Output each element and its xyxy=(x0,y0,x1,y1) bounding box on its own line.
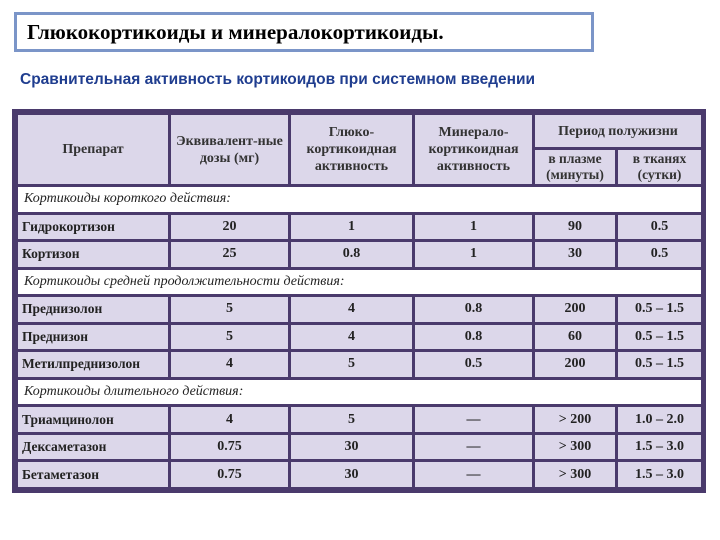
table-row xyxy=(18,215,701,240)
plasma-half-life-cell: > 300 xyxy=(535,462,615,487)
table-row xyxy=(18,462,701,487)
table-row xyxy=(18,407,701,432)
dose-cell: 4 xyxy=(171,352,288,377)
plasma-half-life-cell: > 200 xyxy=(535,407,615,432)
header-gluco: Глюко-кортикоидная активность xyxy=(291,115,412,184)
table-body xyxy=(18,187,701,487)
gluco-cell: 4 xyxy=(291,297,412,322)
drug-name-cell: Кортизон xyxy=(18,242,168,267)
plasma-half-life-cell: 200 xyxy=(535,297,615,322)
gluco-cell: 30 xyxy=(291,462,412,487)
drug-name-cell: Бетаметазон xyxy=(18,462,168,487)
tissue-half-life-cell: 0.5 xyxy=(618,215,701,240)
drug-name-cell: Триамцинолон xyxy=(18,407,168,432)
mineral-cell: — xyxy=(415,407,532,432)
group-row xyxy=(18,380,701,405)
gluco-cell: 5 xyxy=(291,352,412,377)
mineral-cell: 1 xyxy=(415,215,532,240)
tissue-half-life-cell: 0.5 xyxy=(618,242,701,267)
dose-cell: 20 xyxy=(171,215,288,240)
mineral-cell: 1 xyxy=(415,242,532,267)
corticoid-table-frame xyxy=(12,109,706,493)
mineral-cell: 0.8 xyxy=(415,325,532,350)
tissue-half-life-cell: 0.5 – 1.5 xyxy=(618,325,701,350)
corticoid-table xyxy=(15,112,704,490)
header-tissue: в тканях (сутки) xyxy=(618,150,701,184)
table-row xyxy=(18,242,701,267)
group-label: Кортикоиды длительного действия: xyxy=(18,380,701,405)
slide-title-box xyxy=(14,12,594,52)
tissue-half-life-cell: 1.0 – 2.0 xyxy=(618,407,701,432)
header-dose: Эквивалент-ные дозы (мг) xyxy=(171,115,288,184)
group-row xyxy=(18,187,701,212)
plasma-half-life-cell: 200 xyxy=(535,352,615,377)
mineral-cell: 0.5 xyxy=(415,352,532,377)
gluco-cell: 1 xyxy=(291,215,412,240)
mineral-cell: — xyxy=(415,462,532,487)
header-mineral: Минерало-кортикоидная активность xyxy=(415,115,532,184)
table-row xyxy=(18,325,701,350)
header-drug: Препарат xyxy=(18,115,168,184)
slide-subtitle: Сравнительная активность кортикоидов при системном введении xyxy=(20,71,536,88)
gluco-cell: 5 xyxy=(291,407,412,432)
header-plasma: в плазме (минуты) xyxy=(535,150,615,184)
tissue-half-life-cell: 1.5 – 3.0 xyxy=(618,435,701,460)
drug-name-cell: Метилпреднизолон xyxy=(18,352,168,377)
mineral-cell: 0.8 xyxy=(415,297,532,322)
group-label: Кортикоиды короткого действия: xyxy=(18,187,701,212)
plasma-half-life-cell: 90 xyxy=(535,215,615,240)
table-row xyxy=(18,352,701,377)
tissue-half-life-cell: 1.5 – 3.0 xyxy=(618,462,701,487)
tissue-half-life-cell: 0.5 – 1.5 xyxy=(618,352,701,377)
drug-name-cell: Преднизон xyxy=(18,325,168,350)
dose-cell: 5 xyxy=(171,325,288,350)
drug-name-cell: Гидрокортизон xyxy=(18,215,168,240)
table-row xyxy=(18,297,701,322)
slide-title: Глюкокортикоиды и минералокортикоиды. xyxy=(27,19,444,44)
group-row xyxy=(18,270,701,295)
gluco-cell: 4 xyxy=(291,325,412,350)
plasma-half-life-cell: > 300 xyxy=(535,435,615,460)
dose-cell: 0.75 xyxy=(171,462,288,487)
drug-name-cell: Дексаметазон xyxy=(18,435,168,460)
dose-cell: 5 xyxy=(171,297,288,322)
plasma-half-life-cell: 60 xyxy=(535,325,615,350)
drug-name-cell: Преднизолон xyxy=(18,297,168,322)
mineral-cell: — xyxy=(415,435,532,460)
gluco-cell: 0.8 xyxy=(291,242,412,267)
group-label: Кортикоиды средней продолжительности действия: xyxy=(18,270,701,295)
dose-cell: 0.75 xyxy=(171,435,288,460)
tissue-half-life-cell: 0.5 – 1.5 xyxy=(618,297,701,322)
table-row xyxy=(18,435,701,460)
plasma-half-life-cell: 30 xyxy=(535,242,615,267)
header-half-life: Период полужизни xyxy=(535,115,701,147)
dose-cell: 25 xyxy=(171,242,288,267)
dose-cell: 4 xyxy=(171,407,288,432)
gluco-cell: 30 xyxy=(291,435,412,460)
